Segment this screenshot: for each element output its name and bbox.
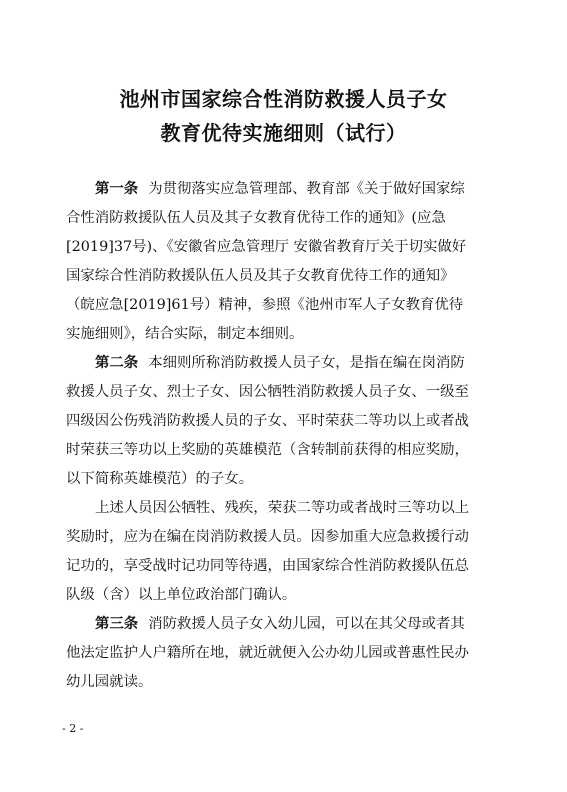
article-1-label: 第一条 <box>95 181 139 197</box>
article-2-line-3: 四级因公伤残消防救援人员的子女、平时荣获二等功以上或者战 <box>66 413 469 429</box>
article-2-para-2-line-4: 队级（含）以上单位政治部门确认。 <box>66 587 297 603</box>
article-3-label: 第三条 <box>95 616 139 632</box>
page-number: - 2 - <box>62 722 84 735</box>
article-1-line-1: 第一条 为贯彻落实应急管理部、教育部《关于做好国家综 <box>95 181 465 197</box>
document-title-line-2: 教育优待实施细则（试行） <box>160 121 407 145</box>
article-1-line-2: 合性消防救援队伍人员及其子女教育优待工作的通知》(应急 <box>66 210 446 226</box>
article-1-line-6: 实施细则》，结合实际，制定本细则。 <box>66 326 304 342</box>
article-3-line-2: 他法定监护人户籍所在地，就近就便入公办幼儿园或普惠性民办 <box>66 645 469 661</box>
article-2-para-2-line-1: 上述人员因公牺牲、残疾，荣获二等功或者战时三等功以上 <box>95 500 470 516</box>
article-1-line-5: （皖应急[2019]61号）精神，参照《池州市军人子女教育优待 <box>66 297 464 313</box>
article-3-line-1: 第三条 消防救援人员子女入幼儿园，可以在其父母或者其 <box>95 616 465 632</box>
article-2-line-4: 时荣获三等功以上奖励的英雄模范（含转制前获得的相应奖励， <box>66 442 469 458</box>
article-2-para-2-line-2: 奖励时，应为在编在岗消防救援人员。因参加重大应急救援行动 <box>66 529 469 545</box>
article-2-label: 第二条 <box>95 355 139 371</box>
article-2-line-5: 以下简称英雄模范）的子女。 <box>66 471 254 487</box>
article-2-line-2: 救援人员子女、烈士子女、因公牺牲消防救援人员子女、一级至 <box>66 384 469 400</box>
document-title-line-1: 池州市国家综合性消防救援人员子女 <box>119 87 448 111</box>
article-3-line-3: 幼儿园就读。 <box>66 674 153 690</box>
article-2-para-2-line-3: 记功的，享受战时记功同等待遇，由国家综合性消防救援队伍总 <box>66 558 469 574</box>
article-2-line-1: 第二条 本细则所称消防救援人员子女，是指在编在岗消防 <box>95 355 465 371</box>
article-1-line-3: [2019]37号)、《安徽省应急管理厅 安徽省教育厅关于切实做好 <box>66 239 467 255</box>
article-1-line-4: 国家综合性消防救援队伍人员及其子女教育优待工作的通知》 <box>66 268 455 284</box>
